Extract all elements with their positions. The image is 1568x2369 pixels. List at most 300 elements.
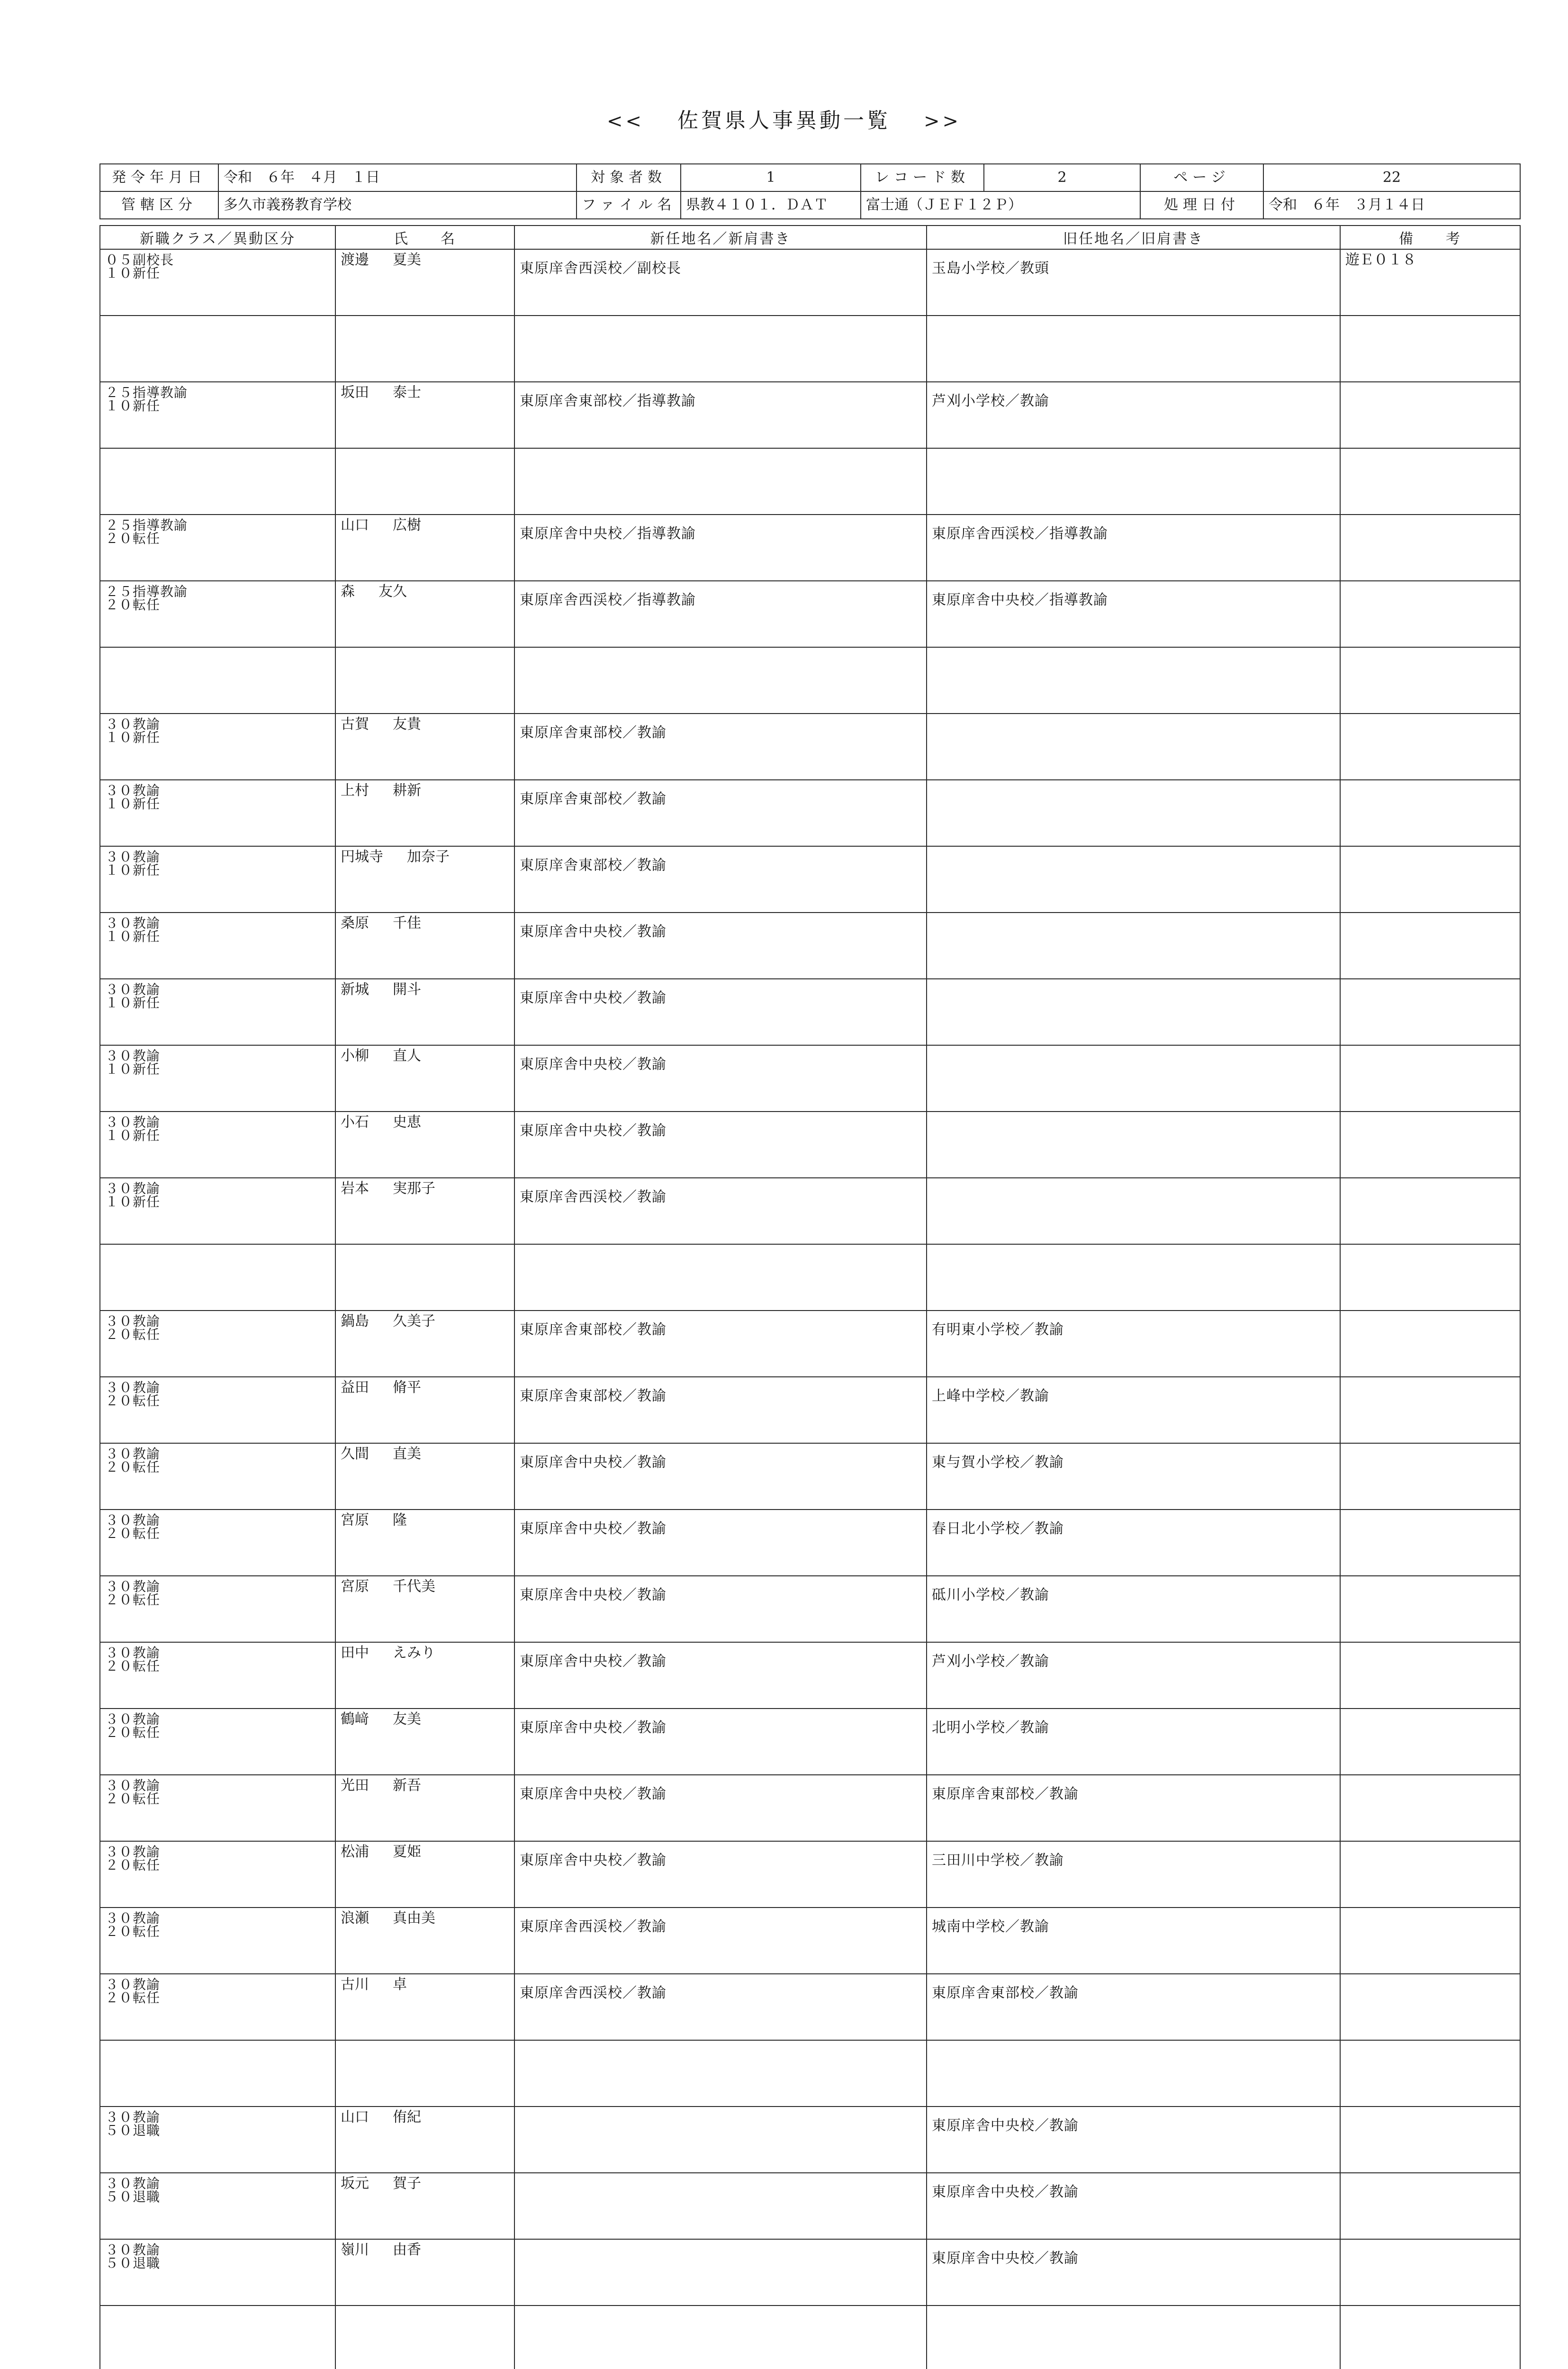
class-cell (100, 1244, 335, 1311)
family-name-text: 森 (341, 583, 355, 600)
given-name-text: 直美 (393, 1446, 421, 1462)
new-post-cell: 東原庠舎中央校／教諭 (514, 1775, 927, 1841)
jurisdiction-value: 多久市義務教育学校 (218, 191, 577, 219)
class-cell (100, 1443, 335, 1510)
file-name-value: 県教４１０１．ＤＡＴ (681, 191, 861, 219)
class-cell (100, 1974, 335, 2040)
transfer-type-text: ５０退職 (105, 2255, 161, 2271)
family-name-text: 山口 (341, 2109, 369, 2125)
notes-cell (1340, 515, 1520, 581)
new-class-text: ３０教諭 (105, 716, 161, 732)
table-row (100, 647, 1520, 714)
class-cell (100, 1642, 335, 1709)
transfer-type-text: ５０退職 (105, 2189, 161, 2205)
transfer-type-text: ５０退職 (105, 2123, 161, 2138)
table-row (100, 2173, 1520, 2239)
transfer-type-text: ２０転任 (105, 1857, 161, 1873)
transfer-type-text: １０新任 (105, 1128, 161, 1143)
table-row (100, 846, 1520, 913)
old-post-cell: 東原庠舎中央校／指導教諭 (927, 581, 1340, 647)
name-cell (335, 2040, 514, 2107)
new-class-text: ３０教諭 (105, 1313, 161, 1329)
old-post-cell (927, 1244, 1340, 1311)
page-title (0, 103, 1568, 134)
new-post-cell (514, 2107, 927, 2173)
given-name-text: 友美 (393, 1711, 421, 1727)
table-row (100, 714, 1520, 780)
given-name-text: 加奈子 (407, 849, 450, 865)
class-cell (100, 2239, 335, 2306)
name-cell (335, 1974, 514, 2040)
new-class-text: ３０教諭 (105, 2242, 161, 2258)
class-cell (100, 913, 335, 979)
class-cell (100, 249, 335, 316)
family-name-text: 光田 (341, 1777, 369, 1794)
family-name-text: 鶴﨑 (341, 1711, 369, 1727)
old-post-cell: 城南中学校／教諭 (927, 1908, 1340, 1974)
new-class-text: ３０教諭 (105, 1181, 161, 1196)
new-post-cell: 東原庠舎東部校／教諭 (514, 1311, 927, 1377)
name-cell (335, 1377, 514, 1443)
new-post-cell (514, 647, 927, 714)
new-post-cell: 東原庠舎中央校／教諭 (514, 1443, 927, 1510)
new-class-text: ３０教諭 (105, 1446, 161, 1462)
table-row (100, 2040, 1520, 2107)
notes-cell (1340, 1178, 1520, 1244)
name-cell (335, 2107, 514, 2173)
table-row (100, 1443, 1520, 1510)
name-cell (335, 382, 514, 448)
name-cell (335, 1709, 514, 1775)
given-name-text: 卓 (393, 1976, 407, 1993)
class-cell (100, 846, 335, 913)
family-name-text: 円城寺 (341, 849, 383, 865)
name-cell (335, 1576, 514, 1642)
notes-cell (1340, 382, 1520, 448)
table-row (100, 2107, 1520, 2173)
class-cell (100, 1112, 335, 1178)
notes-cell (1340, 1377, 1520, 1443)
given-name-text: 新吾 (393, 1777, 421, 1794)
given-name-text: 侑紀 (393, 2109, 421, 2125)
old-post-cell: 北明小学校／教諭 (927, 1709, 1340, 1775)
class-cell (100, 1709, 335, 1775)
new-post-cell: 東原庠舎中央校／教諭 (514, 1510, 927, 1576)
old-post-cell (927, 1112, 1340, 1178)
new-post-cell: 東原庠舎中央校／教諭 (514, 1642, 927, 1709)
jurisdiction-label: 管轄区分 (100, 191, 218, 219)
new-post-cell: 東原庠舎西渓校／教諭 (514, 1178, 927, 1244)
col-header-name: 氏 名 (335, 226, 514, 249)
notes-cell (1340, 1112, 1520, 1178)
table-row (100, 1841, 1520, 1908)
class-cell (100, 1841, 335, 1908)
new-class-text: ３０教諭 (105, 2176, 161, 2191)
given-name-text: 賀子 (393, 2175, 421, 2192)
class-cell (100, 2107, 335, 2173)
class-cell (100, 581, 335, 647)
name-cell (335, 1244, 514, 1311)
old-post-cell (927, 448, 1340, 515)
new-post-cell (514, 448, 927, 515)
transfer-type-text: ２０転任 (105, 1791, 161, 1807)
family-name-text: 嶺川 (341, 2242, 369, 2258)
table-row (100, 249, 1520, 316)
name-cell (335, 2306, 514, 2369)
transfer-type-text: １０新任 (105, 995, 161, 1011)
transfer-type-text: ２０転任 (105, 1924, 161, 1939)
name-cell (335, 581, 514, 647)
record-count-value: 2 (984, 164, 1140, 191)
notes-cell (1340, 1974, 1520, 2040)
notes-cell (1340, 581, 1520, 647)
notes-cell (1340, 1443, 1520, 1510)
table-row (100, 1377, 1520, 1443)
title-left-mark: << (606, 110, 644, 132)
old-post-cell: 東原庠舎中央校／教諭 (927, 2173, 1340, 2239)
new-class-text: ３０教諭 (105, 2109, 161, 2125)
old-post-cell: 春日北小学校／教諭 (927, 1510, 1340, 1576)
given-name-text: 広樹 (393, 517, 421, 533)
notes-cell (1340, 1709, 1520, 1775)
new-post-cell: 東原庠舎西渓校／指導教諭 (514, 581, 927, 647)
transfer-type-text: ２０転任 (105, 1990, 161, 2006)
new-class-text: ３０教諭 (105, 1579, 161, 1594)
given-name-text: 夏姫 (393, 1844, 421, 1860)
family-name-text: 山口 (341, 517, 369, 533)
given-name-text: 実那子 (393, 1180, 435, 1197)
table-row (100, 1510, 1520, 1576)
name-cell (335, 913, 514, 979)
new-post-cell: 東原庠舎西渓校／教諭 (514, 1908, 927, 1974)
family-name-text: 坂元 (341, 2175, 369, 2192)
transfer-type-text: ２０転任 (105, 1526, 161, 1541)
table-row (100, 1178, 1520, 1244)
notes-cell (1340, 714, 1520, 780)
new-class-text: ３０教諭 (105, 915, 161, 931)
file-name-label: ファイル名 (577, 191, 681, 219)
notes-cell (1340, 647, 1520, 714)
transfer-type-text: ２０転任 (105, 1658, 161, 1674)
table-row (100, 1112, 1520, 1178)
new-post-cell: 東原庠舎西渓校／教諭 (514, 1974, 927, 2040)
processing-date-value: 令和 ６年 ３月１４日 (1263, 191, 1520, 219)
name-cell (335, 316, 514, 382)
class-cell (100, 1377, 335, 1443)
transfer-type-text: １０新任 (105, 929, 161, 944)
name-cell (335, 249, 514, 316)
given-name-text: 久美子 (393, 1313, 435, 1329)
old-post-cell: 芦刈小学校／教諭 (927, 382, 1340, 448)
table-row (100, 448, 1520, 515)
notes-cell (1340, 2239, 1520, 2306)
new-class-text: ３０教諭 (105, 1711, 161, 1727)
old-post-cell (927, 979, 1340, 1045)
personnel-table (99, 225, 1521, 2369)
transfer-type-text: １０新任 (105, 796, 161, 812)
family-name-text: 宮原 (341, 1512, 369, 1528)
new-post-cell: 東原庠舎東部校／教諭 (514, 780, 927, 846)
class-cell (100, 1576, 335, 1642)
notes-cell (1340, 1244, 1520, 1311)
old-post-cell: 東原庠舎西渓校／指導教諭 (927, 515, 1340, 581)
new-class-text: ０５副校長 (105, 252, 174, 268)
header-table (99, 163, 1521, 219)
new-post-cell (514, 2040, 927, 2107)
family-name-text: 小柳 (341, 1048, 369, 1064)
old-post-cell (927, 1178, 1340, 1244)
title-text: 佐賀県人事異動一覧 (677, 109, 891, 133)
new-post-cell: 東原庠舎中央校／教諭 (514, 1709, 927, 1775)
table-row (100, 1244, 1520, 1311)
name-cell (335, 1642, 514, 1709)
table-row (100, 1908, 1520, 1974)
table-row (100, 979, 1520, 1045)
family-name-text: 坂田 (341, 384, 369, 401)
notes-cell (1340, 2173, 1520, 2239)
old-post-cell: 芦刈小学校／教諭 (927, 1642, 1340, 1709)
class-cell (100, 1775, 335, 1841)
notes-cell (1340, 780, 1520, 846)
transfer-type-text: ２０転任 (105, 1459, 161, 1475)
notes-cell (1340, 316, 1520, 382)
table-row (100, 1045, 1520, 1112)
new-class-text: ３０教諭 (105, 1844, 161, 1860)
transfer-type-text: １０新任 (105, 1194, 161, 1210)
notes-cell (1340, 979, 1520, 1045)
new-class-text: ３０教諭 (105, 849, 161, 865)
new-class-text: ３０教諭 (105, 1048, 161, 1064)
name-cell (335, 448, 514, 515)
class-cell (100, 979, 335, 1045)
class-cell (100, 1311, 335, 1377)
new-post-cell: 東原庠舎東部校／教諭 (514, 1377, 927, 1443)
new-class-text: ３０教諭 (105, 1910, 161, 1926)
family-name-text: 小石 (341, 1114, 369, 1130)
class-cell (100, 1510, 335, 1576)
given-name-text: 開斗 (393, 981, 421, 998)
new-post-cell: 東原庠舎中央校／教諭 (514, 1045, 927, 1112)
new-post-cell: 東原庠舎中央校／教諭 (514, 1841, 927, 1908)
new-class-text: ２５指導教諭 (105, 517, 188, 533)
transfer-type-text: ２０転任 (105, 1327, 161, 1342)
name-cell (335, 1510, 514, 1576)
family-name-text: 益田 (341, 1379, 369, 1396)
table-row (100, 1642, 1520, 1709)
system-value: 富士通（ＪＥＦ１２Ｐ） (861, 191, 1140, 219)
new-class-text: ３０教諭 (105, 1512, 161, 1528)
notes-cell (1340, 1576, 1520, 1642)
old-post-cell (927, 2040, 1340, 2107)
page-label: ページ (1140, 164, 1263, 191)
notes-cell (1340, 448, 1520, 515)
page-number-value: 22 (1263, 164, 1520, 191)
old-post-cell: 東原庠舎東部校／教諭 (927, 1974, 1340, 2040)
issue-date-label: 発令年月日 (100, 164, 218, 191)
name-cell (335, 2239, 514, 2306)
new-post-cell: 東原庠舎中央校／教諭 (514, 913, 927, 979)
new-class-text: ３０教諭 (105, 1645, 161, 1661)
old-post-cell (927, 1045, 1340, 1112)
class-cell (100, 2173, 335, 2239)
name-cell (335, 1178, 514, 1244)
given-name-text: 由香 (393, 2242, 421, 2258)
new-class-text: ３０教諭 (105, 1114, 161, 1130)
name-cell (335, 979, 514, 1045)
new-class-text: ２５指導教諭 (105, 385, 188, 400)
notes-cell (1340, 1045, 1520, 1112)
old-post-cell: 玉島小学校／教頭 (927, 249, 1340, 316)
class-cell (100, 448, 335, 515)
title-right-mark: >> (924, 110, 962, 132)
table-row (100, 1311, 1520, 1377)
old-post-cell (927, 2306, 1340, 2369)
class-cell (100, 1908, 335, 1974)
class-cell (100, 382, 335, 448)
transfer-type-text: １０新任 (105, 1061, 161, 1077)
name-cell (335, 1045, 514, 1112)
given-name-text: 千代美 (393, 1578, 435, 1595)
notes-cell (1340, 1841, 1520, 1908)
name-cell (335, 1775, 514, 1841)
table-row (100, 780, 1520, 846)
target-count-value: 1 (681, 164, 861, 191)
new-post-cell: 東原庠舎中央校／教諭 (514, 1576, 927, 1642)
name-cell (335, 714, 514, 780)
class-cell (100, 2306, 335, 2369)
name-cell (335, 1908, 514, 1974)
table-row (100, 1974, 1520, 2040)
name-cell (335, 2173, 514, 2239)
header-row-2 (100, 191, 1520, 219)
notes-cell (1340, 1311, 1520, 1377)
notes-cell (1340, 2306, 1520, 2369)
notes-cell (1340, 846, 1520, 913)
given-name-text: 友貴 (393, 716, 421, 732)
notes-cell: 遊Ｅ０１８ (1340, 249, 1520, 316)
transfer-type-text: １０新任 (105, 265, 161, 281)
transfer-type-text: １０新任 (105, 398, 161, 414)
col-header-new-post: 新任地名／新肩書き (514, 226, 927, 249)
given-name-text: 脩平 (393, 1379, 421, 1396)
family-name-text: 宮原 (341, 1578, 369, 1595)
header-row-1 (100, 164, 1520, 191)
notes-cell (1340, 2040, 1520, 2107)
class-cell (100, 2040, 335, 2107)
name-cell (335, 1311, 514, 1377)
transfer-type-text: ２０転任 (105, 1592, 161, 1608)
new-class-text: ３０教諭 (105, 783, 161, 798)
new-post-cell (514, 2239, 927, 2306)
family-name-text: 古川 (341, 1976, 369, 1993)
old-post-cell: 砥川小学校／教諭 (927, 1576, 1340, 1642)
table-row (100, 2239, 1520, 2306)
col-header-class: 新職クラス／異動区分 (100, 226, 335, 249)
family-name-text: 田中 (341, 1645, 369, 1661)
name-cell (335, 1443, 514, 1510)
notes-cell (1340, 2107, 1520, 2173)
table-row (100, 316, 1520, 382)
old-post-cell (927, 913, 1340, 979)
table-row (100, 382, 1520, 448)
name-cell (335, 780, 514, 846)
new-class-text: ３０教諭 (105, 1380, 161, 1395)
new-post-cell (514, 2306, 927, 2369)
name-cell (335, 515, 514, 581)
new-post-cell: 東原庠舎東部校／指導教諭 (514, 382, 927, 448)
notes-cell (1340, 1775, 1520, 1841)
given-name-text: 隆 (393, 1512, 407, 1528)
class-cell (100, 780, 335, 846)
family-name-text: 古賀 (341, 716, 369, 732)
old-post-cell (927, 714, 1340, 780)
family-name-text: 松浦 (341, 1844, 369, 1860)
family-name-text: 渡邊 (341, 252, 369, 268)
new-post-cell: 東原庠舎西渓校／副校長 (514, 249, 927, 316)
new-post-cell: 東原庠舎東部校／教諭 (514, 714, 927, 780)
notes-cell (1340, 1642, 1520, 1709)
transfer-type-text: ２０転任 (105, 1725, 161, 1740)
old-post-cell: 東原庠舎中央校／教諭 (927, 2107, 1340, 2173)
table-row (100, 515, 1520, 581)
family-name-text: 久間 (341, 1446, 369, 1462)
old-post-cell (927, 316, 1340, 382)
new-post-cell (514, 1244, 927, 1311)
notes-cell (1340, 1908, 1520, 1974)
class-cell (100, 714, 335, 780)
given-name-text: えみり (393, 1645, 435, 1661)
name-cell (335, 647, 514, 714)
transfer-type-text: ２０転任 (105, 597, 161, 613)
col-header-old-post: 旧任地名／旧肩書き (927, 226, 1340, 249)
transfer-type-text: ２０転任 (105, 531, 161, 546)
family-name-text: 新城 (341, 981, 369, 998)
given-name-text: 友久 (378, 583, 407, 600)
new-post-cell: 東原庠舎中央校／教諭 (514, 1112, 927, 1178)
transfer-type-text: １０新任 (105, 862, 161, 878)
class-cell (100, 515, 335, 581)
issue-date-value: 令和 ６年 ４月 １日 (218, 164, 577, 191)
old-post-cell (927, 780, 1340, 846)
new-post-cell (514, 316, 927, 382)
new-post-cell: 東原庠舎中央校／指導教諭 (514, 515, 927, 581)
table-row (100, 913, 1520, 979)
old-post-cell: 東原庠舎中央校／教諭 (927, 2239, 1340, 2306)
family-name-text: 桑原 (341, 915, 369, 931)
table-row (100, 581, 1520, 647)
class-cell (100, 647, 335, 714)
class-cell (100, 316, 335, 382)
given-name-text: 真由美 (393, 1910, 435, 1926)
old-post-cell: 有明東小学校／教諭 (927, 1311, 1340, 1377)
new-class-text: ３０教諭 (105, 1977, 161, 1992)
given-name-text: 泰士 (393, 384, 421, 401)
new-post-cell (514, 2173, 927, 2239)
given-name-text: 史恵 (393, 1114, 421, 1130)
given-name-text: 耕新 (393, 782, 421, 799)
old-post-cell: 上峰中学校／教諭 (927, 1377, 1340, 1443)
table-row (100, 1576, 1520, 1642)
given-name-text: 夏美 (393, 252, 421, 268)
old-post-cell: 三田川中学校／教諭 (927, 1841, 1340, 1908)
table-row (100, 2306, 1520, 2369)
old-post-cell: 東与賀小学校／教諭 (927, 1443, 1340, 1510)
class-cell (100, 1178, 335, 1244)
transfer-type-text: １０新任 (105, 730, 161, 745)
new-class-text: ２５指導教諭 (105, 584, 188, 599)
notes-cell (1340, 1510, 1520, 1576)
transfer-type-text: ２０転任 (105, 1393, 161, 1409)
